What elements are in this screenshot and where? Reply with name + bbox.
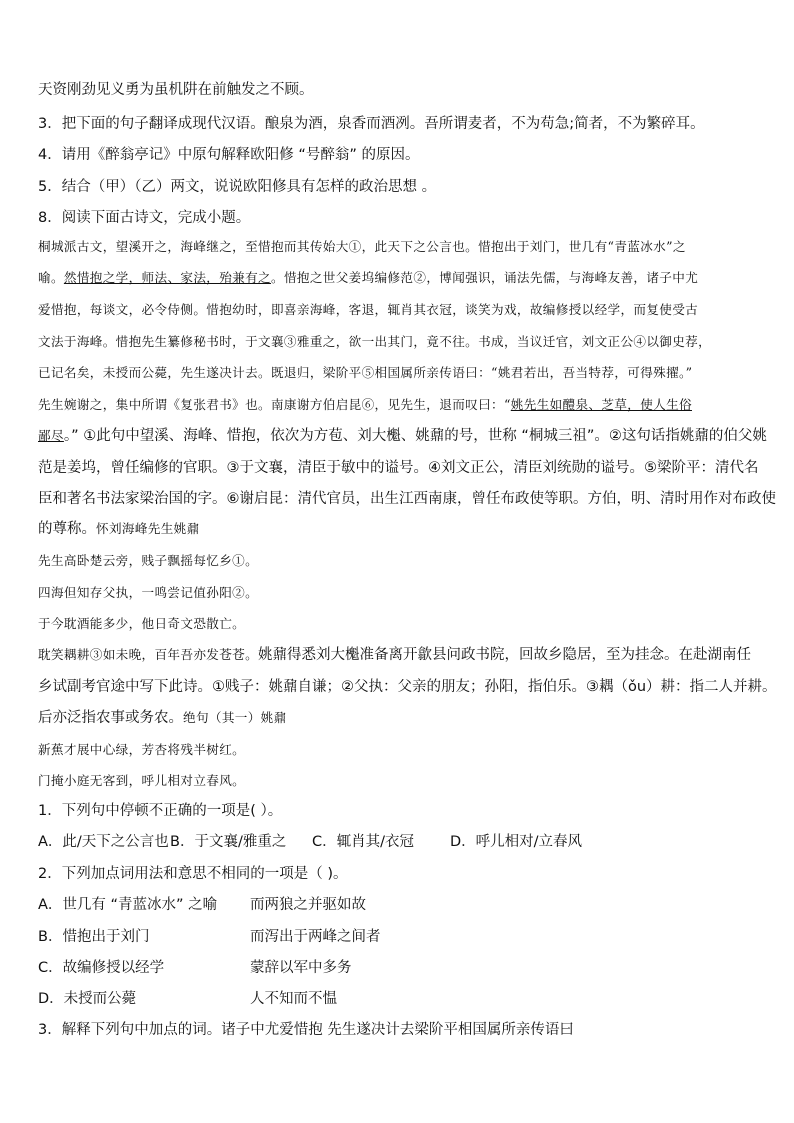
passage-text: 喻。 xyxy=(38,270,64,285)
option-a: A．世几有 “青蓝冰水” 之喻 xyxy=(38,897,218,913)
question-explain: 4．请用《醉翁亭记》中原句解释欧阳修 “号醉翁” 的原因。 xyxy=(38,147,420,163)
option-b[interactable]: B．于文襄/雅重之 xyxy=(170,834,287,850)
footnote-line: 范是姜坞，曾任编修的官职。③于文襄，清臣于敏中的谥号。④刘文正公，清臣刘统勋的谥号。⑤梁阶平：清代名 xyxy=(38,460,759,476)
question-3-stem: 3．解释下列句中加点的词。诸子中尤爱惜抱 先生遂决计去梁阶平相国属所亲传语曰 xyxy=(38,1022,574,1038)
option-c[interactable]: C．辄肖其/衣冠 xyxy=(312,834,415,850)
question-compare: 5．结合（甲）（乙）两文，说说欧阳修具有怎样的政治思想 。 xyxy=(38,179,437,195)
option-c: C．故编修授以经学 xyxy=(38,960,165,976)
option-a-compare: 而两狼之并驱如故 xyxy=(250,897,366,913)
poem-note: 后亦泛指农事或务农。 xyxy=(38,710,183,726)
question-translate: 3．把下面的句子翻译成现代汉语。酿泉为酒，泉香而酒冽。吾所谓麦者，不为苟急;简者，不为繁碎耳。 xyxy=(38,116,705,132)
poem-note: 姚鼐得悉刘大櫆准备离开歙县问政书院，回故乡隐居，至为挂念。在赴湖南任 xyxy=(258,647,752,663)
poem-title: 绝句（其一）姚鼐 xyxy=(183,710,287,725)
passage-line: 桐城派古文，望溪开之，海峰继之，至惜抱而其传始大①，此天下之公言也。惜抱出于刘门，世几有“青蓝冰水”之 xyxy=(38,239,686,254)
poem-note-line xyxy=(38,708,760,728)
poem-title: 怀刘海峰先生姚鼐 xyxy=(96,521,200,536)
poem-line: 新蕉才展中心绿，芳杏将残半树红。 xyxy=(38,742,246,757)
poem-line: 于今耽酒能多少，他日奇文恐散亡。 xyxy=(38,616,246,631)
passage-line: 文法于海峰。惜抱先生纂修秘书时，于文襄③雅重之，欲一出其门，竟不往。书成，当议迁官，刘文正公④以御史荐， xyxy=(38,334,712,349)
passage-text: 先生婉谢之，集中所谓《复张君书》也。南康谢方伯启昆⑥，见先生，退而叹曰：“ xyxy=(38,397,511,412)
footnote-text: 。” ①此句中望溪、海峰、惜抱，依次为方苞、刘大櫆、姚鼐的号，世称 “桐城三祖”。②这句话指姚鼐的伯父姚 xyxy=(63,428,767,444)
underlined-sentence: 然惜抱之学，师法、家法，殆兼有之 xyxy=(63,270,271,285)
question-1-stem: 1．下列句中停顿不正确的一项是( ）。 xyxy=(38,803,283,819)
underlined-sentence: 姚先生如醴泉、芝草，使人生俗 xyxy=(510,397,692,412)
poem-line xyxy=(38,645,760,665)
footnote-line: 臣和著名书法家梁治国的字。⑥谢启昆：清代官员，出生江西南康，曾任布政使等职。方伯，明、清时用作对布政使 xyxy=(38,491,776,507)
option-d: D．未授而公薨 xyxy=(38,991,137,1007)
option-d[interactable]: D．呼儿相对/立春风 xyxy=(450,834,583,850)
passage-line: 爱惜抱，每谈文，必令侍侧。惜抱幼时，即喜亲海峰，客退，辄肖其衣冠，谈笑为戏，故编修授以经学，而复使受古 xyxy=(38,302,699,317)
option-b: B．惜抱出于刘门 xyxy=(38,929,150,945)
passage-line xyxy=(38,268,760,288)
question-2-option[interactable] xyxy=(38,895,760,915)
question-1-options xyxy=(38,832,760,852)
passage-line: 已记名矣，未授而公薨，先生遂决计去。既退归，梁阶平⑤相国属所亲传语曰：“姚君若出，吾当特荐，可得殊擢。” xyxy=(38,365,693,380)
underlined-sentence: 鄙尽 xyxy=(38,428,64,443)
option-b-compare: 而泻出于两峰之间者 xyxy=(250,929,381,945)
poem-line: 先生高卧楚云旁，贱子飘摇每忆乡①。 xyxy=(38,553,259,568)
question-2-option[interactable] xyxy=(38,989,760,1009)
option-c-compare: 蒙辞以军中多务 xyxy=(250,960,352,976)
question-2-stem: 2．下列加点词用法和意思不相同的一项是（ )。 xyxy=(38,866,348,882)
text-line: 天资刚劲见义勇为虽机阱在前触发之不顾。 xyxy=(38,82,314,98)
poem-note-line: 乡试副考官途中写下此诗。①贱子：姚鼐自谦；②父执：父亲的朋友；孙阳，指伯乐。③耦（ǒu）耕：指二人并耕。 xyxy=(38,679,777,695)
poem-line: 门掩小庭无客到，呼儿相对立春风。 xyxy=(38,773,246,788)
passage-text: 。惜抱之世父姜坞编修范②，博闻强识，诵法先儒，与海峰友善，诸子中尤 xyxy=(271,270,699,285)
question-2-option[interactable] xyxy=(38,927,760,947)
passage-line xyxy=(38,426,767,446)
poem-text: 耽笑耦耕③如未晚，百年吾亦发苍苍。 xyxy=(38,647,259,662)
passage-line xyxy=(38,395,760,415)
question-2-option[interactable] xyxy=(38,958,760,978)
footnote-line xyxy=(38,519,760,539)
section-heading: 8．阅读下面古诗文，完成小题。 xyxy=(38,210,251,226)
footnote-text: 的尊称。 xyxy=(38,521,96,537)
option-d-compare: 人不知而不愠 xyxy=(250,991,337,1007)
poem-line: 四海但知存父执，一鸣尝记值孙阳②。 xyxy=(38,585,259,600)
option-a[interactable]: A．此/天下之公言也 xyxy=(38,834,169,850)
